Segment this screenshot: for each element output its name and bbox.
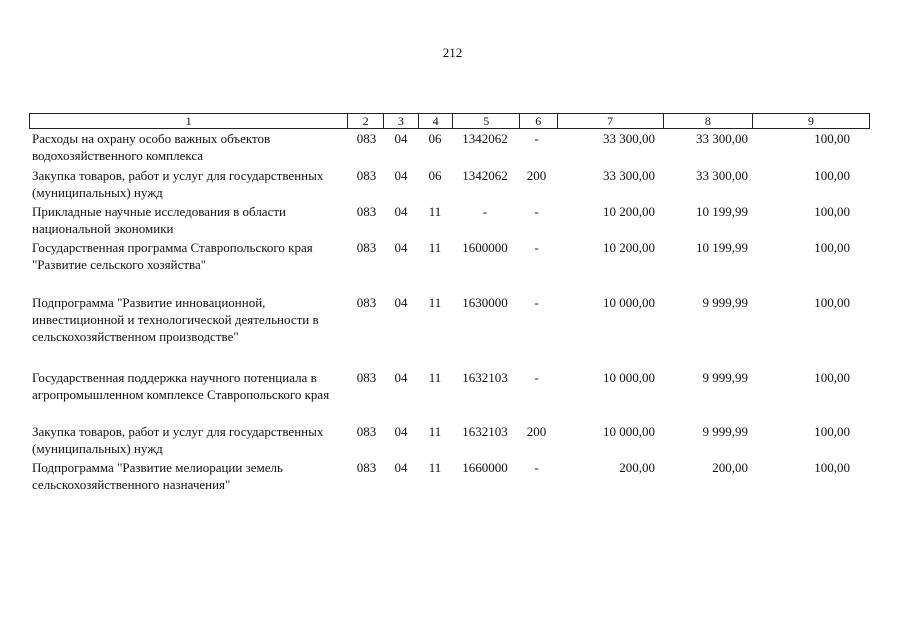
row-col-3: 04 xyxy=(394,424,408,439)
row-col-3: 04 xyxy=(394,460,408,475)
table-row xyxy=(29,294,870,345)
header-col-9: 9 xyxy=(752,114,869,128)
row-col-3: 04 xyxy=(394,370,408,385)
row-col-4: 06 xyxy=(428,131,442,146)
row-col-3: 04 xyxy=(394,240,408,255)
row-col-9: 100,00 xyxy=(814,204,850,219)
row-col-8: 10 199,99 xyxy=(696,240,748,255)
header-col-6: 6 xyxy=(519,114,557,128)
row-col-8: 33 300,00 xyxy=(696,168,748,183)
row-name: Подпрограмма "Развитие инновационной, инвестиционной и технологической деятельности в сельскохозяйственном производстве" xyxy=(32,295,319,344)
table-row xyxy=(29,239,870,273)
row-col-4: 11 xyxy=(428,204,442,219)
row-name: Закупка товаров, работ и услуг для государственных (муниципальных) нужд xyxy=(32,168,324,200)
row-col-9: 100,00 xyxy=(814,240,850,255)
row-col-8: 9 999,99 xyxy=(702,370,748,385)
table-row xyxy=(29,459,870,493)
header-col-4: 4 xyxy=(418,114,453,128)
row-col-5: 1342062 xyxy=(462,168,508,183)
row-col-9: 100,00 xyxy=(814,131,850,146)
row-col-6: - xyxy=(534,204,539,219)
header-col-5: 5 xyxy=(452,114,518,128)
row-col-5: 1632103 xyxy=(462,370,508,385)
header-col-3: 3 xyxy=(383,114,418,128)
table-row xyxy=(29,369,870,403)
row-col-4: 11 xyxy=(428,424,442,439)
row-col-2: 083 xyxy=(356,204,377,219)
row-col-7: 10 200,00 xyxy=(603,240,655,255)
row-col-8: 9 999,99 xyxy=(702,295,748,310)
table-row xyxy=(29,167,870,201)
row-col-5: - xyxy=(482,204,488,219)
header-col-7: 7 xyxy=(557,114,663,128)
page-number: 212 xyxy=(442,45,463,60)
row-col-6: 200 xyxy=(526,424,547,439)
row-col-6: - xyxy=(534,460,539,475)
row-col-2: 083 xyxy=(356,295,377,310)
report-table xyxy=(29,113,870,492)
table-header xyxy=(29,113,870,129)
table-row xyxy=(29,130,870,164)
header-col-8: 8 xyxy=(663,114,752,128)
row-col-4: 11 xyxy=(428,240,442,255)
row-col-7: 10 000,00 xyxy=(603,424,655,439)
row-col-6: - xyxy=(534,240,539,255)
row-col-7: 33 300,00 xyxy=(603,131,655,146)
row-col-4: 11 xyxy=(428,460,442,475)
row-col-6: - xyxy=(534,131,539,146)
header-col-2: 2 xyxy=(347,114,383,128)
row-col-8: 200,00 xyxy=(712,460,748,475)
row-name: Подпрограмма "Развитие мелиорации земель сельскохозяйственного назначения" xyxy=(32,460,283,492)
row-col-3: 04 xyxy=(394,295,408,310)
row-col-2: 083 xyxy=(356,424,377,439)
header-col-1: 1 xyxy=(185,114,192,128)
row-col-4: 11 xyxy=(428,295,442,310)
row-col-7: 10 000,00 xyxy=(603,370,655,385)
row-name: Государственная поддержка научного потенциала в агропромышленном комплексе Ставропольского края xyxy=(32,370,330,402)
row-col-9: 100,00 xyxy=(814,168,850,183)
table-row xyxy=(29,423,870,457)
row-col-3: 04 xyxy=(394,204,408,219)
row-col-9: 100,00 xyxy=(814,370,850,385)
row-col-6: 200 xyxy=(526,168,547,183)
row-name: Расходы на охрану особо важных объектов водохозяйственного комплекса xyxy=(32,131,271,163)
row-col-5: 1632103 xyxy=(462,424,508,439)
row-col-7: 10 000,00 xyxy=(603,295,655,310)
row-col-5: 1600000 xyxy=(462,240,508,255)
row-col-9: 100,00 xyxy=(814,460,850,475)
row-col-2: 083 xyxy=(356,460,377,475)
row-col-9: 100,00 xyxy=(814,295,850,310)
table-row xyxy=(29,203,870,237)
row-col-8: 10 199,99 xyxy=(696,204,748,219)
row-col-3: 04 xyxy=(394,131,408,146)
row-col-2: 083 xyxy=(356,131,377,146)
row-col-7: 10 200,00 xyxy=(603,204,655,219)
row-col-2: 083 xyxy=(356,240,377,255)
row-col-8: 33 300,00 xyxy=(696,131,748,146)
row-col-6: - xyxy=(534,295,539,310)
row-col-2: 083 xyxy=(356,168,377,183)
row-col-4: 06 xyxy=(428,168,442,183)
row-col-5: 1630000 xyxy=(462,295,508,310)
row-col-7: 33 300,00 xyxy=(603,168,655,183)
row-name: Государственная программа Ставропольского края "Развитие сельского хозяйства" xyxy=(32,240,313,272)
row-col-6: - xyxy=(534,370,539,385)
row-col-8: 9 999,99 xyxy=(702,424,748,439)
row-col-9: 100,00 xyxy=(814,424,850,439)
row-name: Прикладные научные исследования в области национальной экономики xyxy=(32,204,286,236)
row-col-4: 11 xyxy=(428,370,442,385)
row-name: Закупка товаров, работ и услуг для государственных (муниципальных) нужд xyxy=(32,424,324,456)
row-col-5: 1342062 xyxy=(462,131,508,146)
row-col-5: 1660000 xyxy=(462,460,508,475)
row-col-2: 083 xyxy=(356,370,377,385)
row-col-7: 200,00 xyxy=(619,460,655,475)
row-col-3: 04 xyxy=(394,168,408,183)
